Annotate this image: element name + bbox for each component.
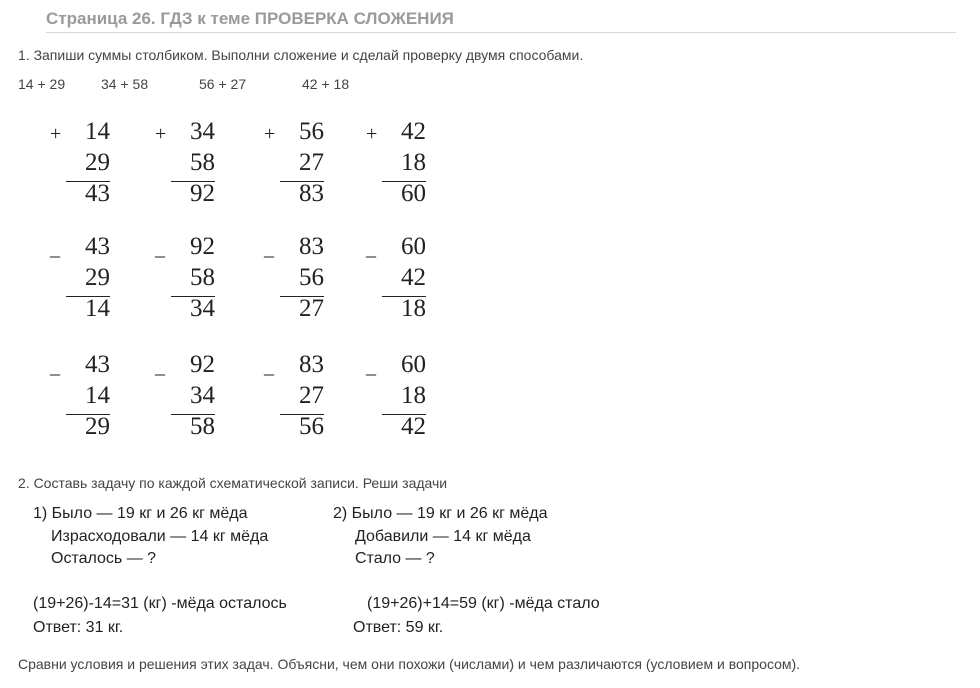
- minus-sign: _: [155, 238, 165, 260]
- difference: 14: [85, 295, 110, 322]
- minus-sign: _: [50, 356, 60, 378]
- minus-sign: _: [264, 356, 274, 378]
- example-3: 56 + 27: [199, 76, 247, 92]
- minuend: 60: [401, 351, 426, 378]
- minus-sign: _: [264, 238, 274, 260]
- page-title: Страница 26. ГДЗ к теме ПРОВЕРКА СЛОЖЕНИЯ: [46, 9, 956, 33]
- difference: 18: [401, 295, 426, 322]
- addend-2: 18: [401, 149, 426, 176]
- column-subtraction: [50, 350, 110, 446]
- subtrahend: 56: [299, 264, 324, 291]
- example-2: 34 + 58: [101, 76, 149, 92]
- minus-sign: _: [366, 356, 376, 378]
- problem1-line3: Осталось — ?: [51, 550, 157, 567]
- sum: 83: [299, 180, 324, 207]
- addend-1: 42: [401, 118, 426, 145]
- minuend: 92: [190, 351, 215, 378]
- column-subtraction: [50, 232, 110, 328]
- subtrahend: 18: [401, 382, 426, 409]
- column-addition: [50, 117, 110, 213]
- subtrahend: 27: [299, 382, 324, 409]
- subtrahend: 58: [190, 264, 215, 291]
- difference: 27: [299, 295, 324, 322]
- footer-text: Сравни условия и решения этих задач. Объясни, чем они похожи (числами) и чем различаются (условием и вопросом).: [18, 656, 801, 672]
- difference: 29: [85, 413, 110, 440]
- minuend: 83: [299, 233, 324, 260]
- task2-text: 2. Составь задачу по каждой схематической записи. Реши задачи: [18, 475, 448, 491]
- problem1-solution: (19+26)-14=31 (кг) -мёда осталось: [33, 595, 287, 612]
- column-addition: [264, 117, 324, 213]
- problem2-line1: 2) Было — 19 кг и 26 кг мёда: [333, 505, 548, 522]
- addend-1: 56: [299, 118, 324, 145]
- problem1-line1: 1) Было — 19 кг и 26 кг мёда: [33, 505, 248, 522]
- column-subtraction: [366, 350, 426, 446]
- difference: 56: [299, 413, 324, 440]
- addend-2: 29: [85, 149, 110, 176]
- problem2-solution: (19+26)+14=59 (кг) -мёда стало: [367, 595, 600, 612]
- sum: 60: [401, 180, 426, 207]
- difference: 34: [190, 295, 215, 322]
- problem2-answer: Ответ: 59 кг.: [353, 619, 444, 636]
- problem1-line2: Израсходовали — 14 кг мёда: [51, 528, 269, 545]
- addend-2: 58: [190, 149, 215, 176]
- column-addition: [366, 117, 426, 213]
- plus-sign: +: [366, 123, 378, 145]
- task1-text: 1. Запиши суммы столбиком. Выполни сложение и сделай проверку двумя способами.: [18, 47, 584, 63]
- plus-sign: +: [264, 123, 276, 145]
- addend-2: 27: [299, 149, 324, 176]
- difference: 58: [190, 413, 215, 440]
- minuend: 83: [299, 351, 324, 378]
- difference: 42: [401, 413, 426, 440]
- problem2-line3: Стало — ?: [355, 550, 435, 567]
- minuend: 43: [85, 351, 110, 378]
- minuend: 60: [401, 233, 426, 260]
- column-subtraction: [155, 232, 215, 328]
- column-subtraction: [366, 232, 426, 328]
- minuend: 92: [190, 233, 215, 260]
- column-addition: [155, 117, 215, 213]
- subtrahend: 14: [85, 382, 110, 409]
- minus-sign: _: [50, 238, 60, 260]
- subtrahend: 34: [190, 382, 215, 409]
- addend-1: 14: [85, 118, 110, 145]
- problem1-answer: Ответ: 31 кг.: [33, 619, 124, 636]
- subtrahend: 42: [401, 264, 426, 291]
- minuend: 43: [85, 233, 110, 260]
- sum: 43: [85, 180, 110, 207]
- minus-sign: _: [366, 238, 376, 260]
- subtrahend: 29: [85, 264, 110, 291]
- example-4: 42 + 18: [302, 76, 350, 92]
- example-1: 14 + 29: [18, 76, 66, 92]
- plus-sign: +: [50, 123, 62, 145]
- column-subtraction: [155, 350, 215, 446]
- plus-sign: +: [155, 123, 167, 145]
- problem2-line2: Добавили — 14 кг мёда: [355, 528, 531, 545]
- column-subtraction: [264, 232, 324, 328]
- addend-1: 34: [190, 118, 215, 145]
- sum: 92: [190, 180, 215, 207]
- column-subtraction: [264, 350, 324, 446]
- minus-sign: _: [155, 356, 165, 378]
